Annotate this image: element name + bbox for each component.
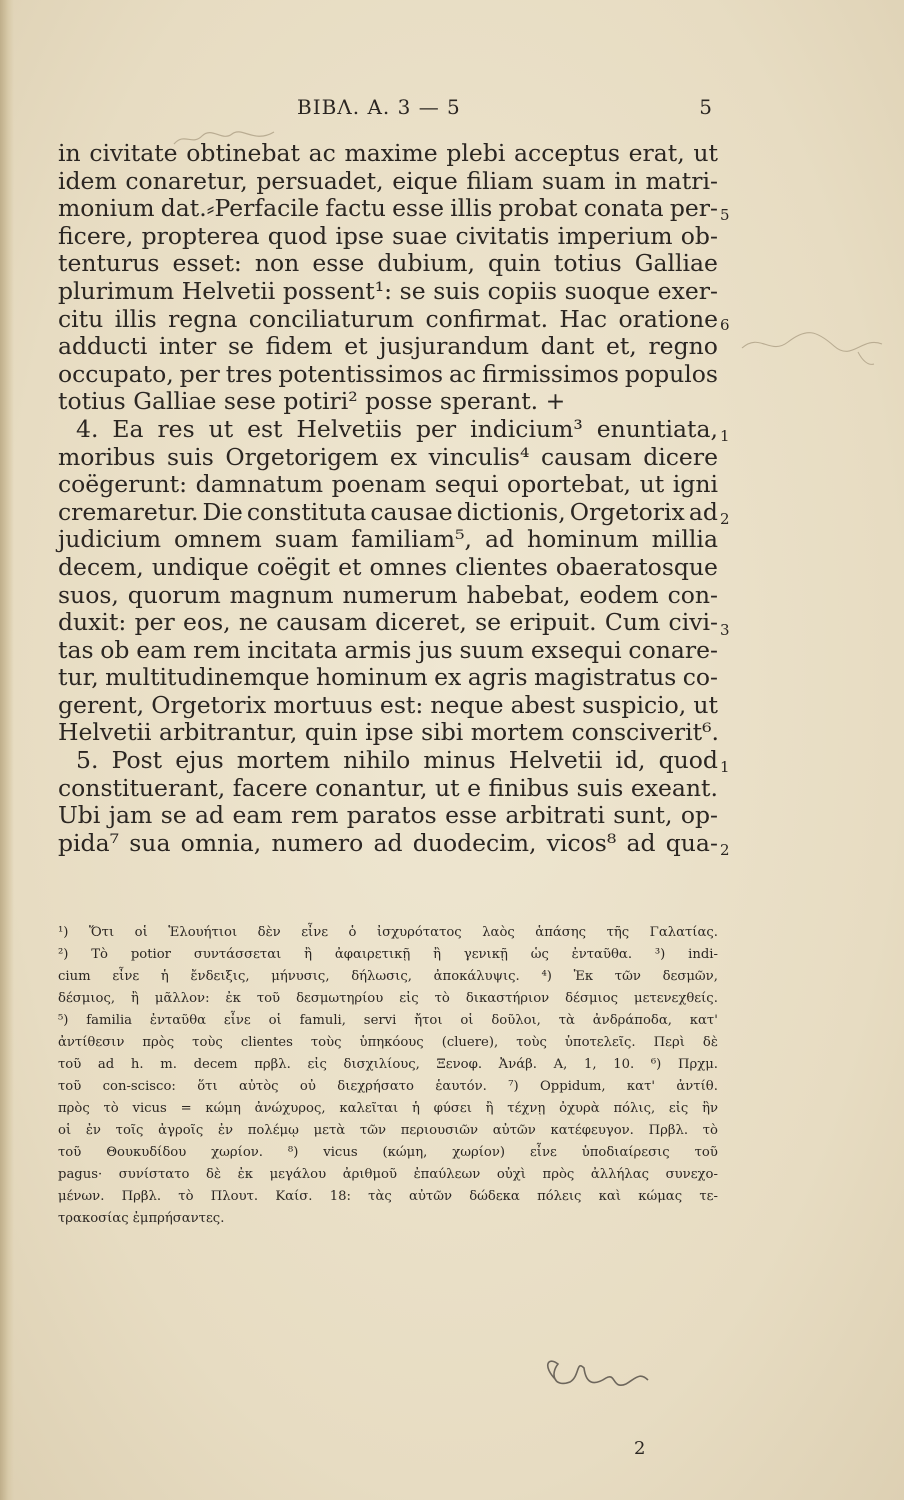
text-line: Ubi jam se ad eam rem paratos esse arbitrati sunt, op- [58,801,718,830]
handwritten-signature [536,1350,676,1400]
text-line: plurimum Helvetii possent¹: se suis copiis suoque exer- [58,276,718,305]
text-line: gerent, Orgetorix mortuus est: neque abest suspicio, ut [58,690,718,719]
footnote-line: τοῦ Θουκυδίδου χωρίον. ⁸) vicus (κώμη, χωρίον) εἶνε ὑποδιαίρεσις τοῦ [58,1145,718,1160]
text-line: Helvetii arbitrantur, quin ipse sibi mortem consciverit⁶. [58,718,719,747]
margin-number: 3 [720,621,730,639]
text-line: tenturus esset: non esse dubium, quin totius Galliae [58,249,718,278]
text-line: cremaretur. Die constituta causae dictionis, Orgetorix ad [58,497,718,526]
text-line: citu illis regna conciliaturum confirmat. Hac oratione [58,304,718,333]
text-line: constituerant, facere conantur, ut e finibus suis exeant. [58,773,718,802]
footnote-line: ²) Τὸ potior συντάσσεται ἢ ἀφαιρετικῇ ἢ γενικῇ ὡς ἐνταῦθα. ³) indi- [58,947,718,962]
margin-number: 5 [720,206,730,224]
margin-number: 1 [720,427,730,445]
text-line: suos, quorum magnum numerum habebat, eodem con- [58,580,718,609]
main-text [58,140,718,857]
margin-number: 2 [720,510,730,528]
text-line: idem conaretur, persuadet, eique filiam suam in matri- [58,166,718,195]
text-line: tur, multitudinemque hominum ex agris magistratus co- [58,663,718,692]
text-line: decem, undique coëgit et omnes clientes obaeratosque [58,552,718,581]
text-line: occupato, per tres potentissimos ac firmissimos populos [58,359,718,388]
margin-number: 6 [720,316,730,334]
text-line: totius Galliae sese potiri² posse sperant. + [58,387,566,416]
footnote-line: cium εἶνε ἡ ἔνδειξις, μήνυσις, δήλωσις, ἀποκάλυψις. ⁴) Ἐκ τῶν δεσμῶν, [58,969,718,984]
text-line: duxit: per eos, ne causam diceret, se eripuit. Cum civi- [58,608,718,637]
text-line: judicium omnem suam familiam⁵, ad hominum millia [58,525,718,554]
footnote-line: τοῦ ad h. m. decem πρβλ. εἰς δισχιλίους, Ξενοφ. Ἀνάβ. Α, 1, 10. ⁶) Πρχμ. [58,1057,718,1072]
footnote-line: ἀντίθεσιν πρὸς τοὺς clientes τοὺς ὑπηκόους (cluere), τοὺς ὑποτελεῖς. Περὶ δὲ [58,1035,718,1050]
text-line: in civitate obtinebat ac maxime plebi acceptus erat, ut [58,139,718,167]
text-line: tas ob eam rem incitata armis jus suum exsequi conare- [58,635,718,664]
margin-number: 1 [720,758,730,776]
pencil-scribble-margin [738,322,888,372]
running-header [92,95,712,125]
page-number: 5 [699,95,712,119]
text-line: ficere, propterea quod ipse suae civitatis imperium ob- [58,221,718,250]
footnote-line: δέσμιος, ἢ μᾶλλον: ἐκ τοῦ δεσμωτηρίου εἰς τὸ δικαστήριον δέσμιος μετενεχθείς. [58,991,718,1006]
footnote-line: τοῦ con-scisco: ὅτι αὐτὸς οὐ διεχρήσατο ἑαυτόν. ⁷) Oppidum, κατ' ἀντίθ. [58,1079,718,1094]
signature-mark: 2 [634,1438,646,1459]
footnote-line: pagus· συνίστατο δὲ ἐκ μεγάλου ἀριθμοῦ ἐπαύλεων οὐχὶ πρὸς ἀλλήλας συνεχο- [58,1167,718,1182]
footnote-line: τρακοσίας ἐμπρήσαντες. [58,1211,225,1226]
text-line: 5. Post ejus mortem nihilo minus Helvetii id, quod [76,746,718,775]
text-line: 4. Ea res ut est Helvetiis per indicium³ enuntiata, [76,414,718,443]
footnote-line: μένων. Πρβλ. τὸ Πλουτ. Καίσ. 18: τὰς αὐτῶν δώδεκα πόλεις καὶ κώμας τε- [58,1189,718,1204]
text-line: moribus suis Orgetorigem ex vinculis⁴ causam dicere [58,442,718,471]
page-spine-shadow [0,0,14,1500]
footnote-line: οἱ ἐν τοῖς ἀγροῖς ἐν πολέμῳ μετὰ τῶν περιουσιῶν αὐτῶν κατέφευγον. Πρβλ. τὸ [58,1123,718,1138]
text-line: adducti inter se fidem et jusjurandum dant et, regno [58,332,718,361]
footnote-line: ¹) Ὅτι οἱ Ἑλουήτιοι δὲν εἶνε ὁ ἰσχυρότατος λαὸς ἁπάσης τῆς Γαλατίας. [58,925,718,940]
footnotes [58,922,718,1230]
footnote-line: πρὸς τὸ vicus = κώμη ἀνώχυρος, καλεῖται ἡ φύσει ἢ τέχνῃ ὀχυρὰ πόλις, εἰς ἣν [58,1101,718,1116]
header-title: BIBΛ. A. 3 — 5 [297,95,461,119]
footnote-line: ⁵) familia ἐνταῦθα εἶνε οἱ famuli, servi ἤτοι οἱ δοῦλοι, τὰ ἀνδράποδα, κατ' [58,1013,718,1028]
text-line: coëgerunt: damnatum poenam sequi oportebat, ut igni [58,470,718,499]
text-line: pida⁷ sua omnia, numero ad duodecim, vicos⁸ ad qua- [58,828,718,857]
text-line: monium dat.⸗Perfacile factu esse illis probat conata per- [58,194,718,223]
margin-number: 2 [720,841,730,859]
